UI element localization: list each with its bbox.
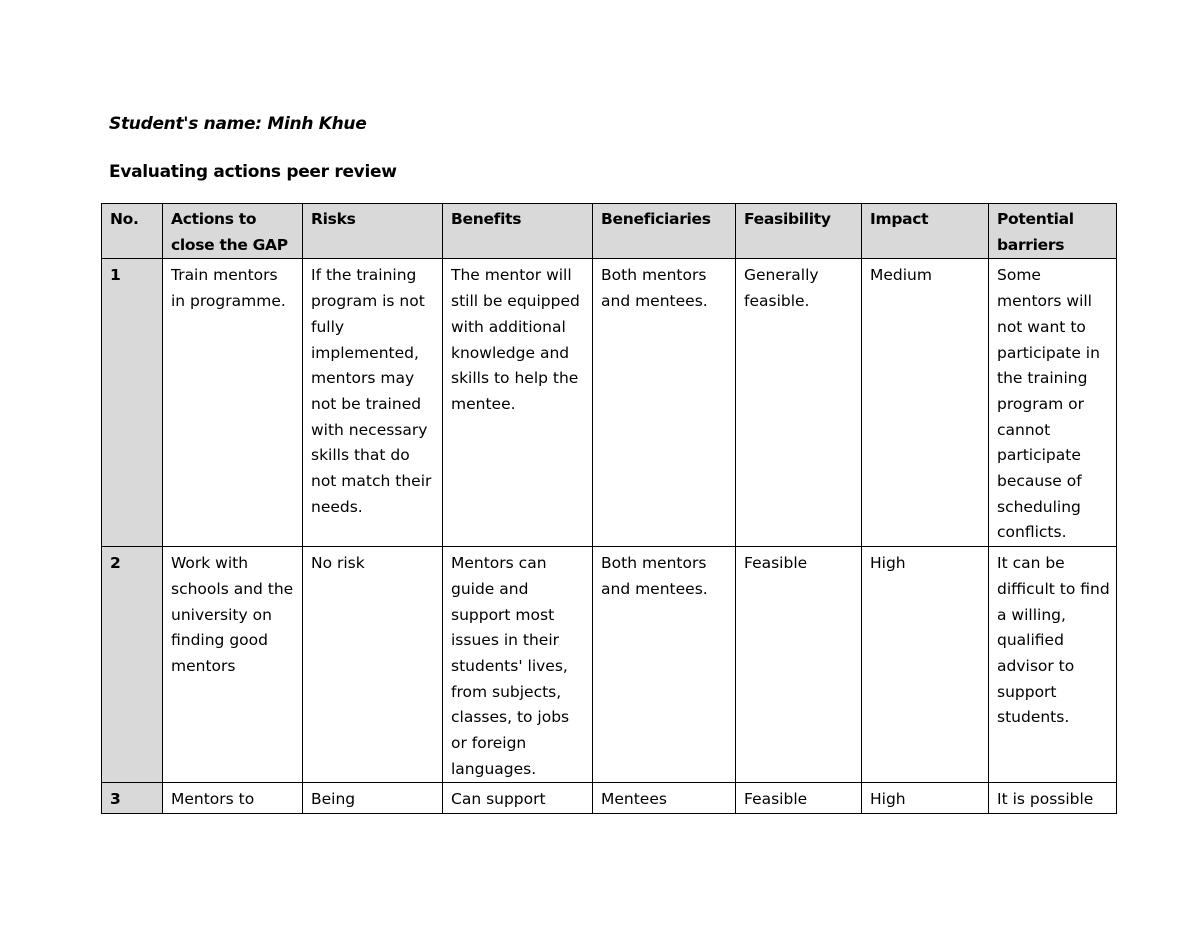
table-row: [102, 783, 1117, 814]
table-row: [102, 547, 1117, 783]
student-name: Student's name: Minh Khue: [109, 114, 367, 134]
cell-impact: High: [862, 783, 989, 814]
cell-no: 1: [102, 259, 163, 547]
cell-feasibility: Feasible: [736, 547, 862, 783]
cell-feasibility: Feasible: [736, 783, 862, 814]
cell-risks: Being: [303, 783, 443, 814]
cell-no: 2: [102, 547, 163, 783]
cell-risks: No risk: [303, 547, 443, 783]
header-beneficiaries: Beneficiaries: [593, 204, 736, 259]
cell-barriers: It can be difficult to find a willing, qualified advisor to support students.: [989, 547, 1117, 783]
header-risks: Risks: [303, 204, 443, 259]
cell-barriers: It is possible: [989, 783, 1117, 814]
header-impact: Impact: [862, 204, 989, 259]
cell-action: Mentors to: [163, 783, 303, 814]
header-feasibility: Feasibility: [736, 204, 862, 259]
cell-risks: If the training program is not fully implemented, mentors may not be trained with necessary skills that do not match their needs.: [303, 259, 443, 547]
table-row: [102, 259, 1117, 547]
cell-benefits: The mentor will still be equipped with additional knowledge and skills to help the mentee.: [443, 259, 593, 547]
table-header-row: [102, 204, 1117, 259]
header-no: No.: [102, 204, 163, 259]
cell-no: 3: [102, 783, 163, 814]
cell-beneficiaries: Mentees: [593, 783, 736, 814]
cell-impact: Medium: [862, 259, 989, 547]
header-barriers: Potential barriers: [989, 204, 1117, 259]
cell-beneficiaries: Both mentors and mentees.: [593, 547, 736, 783]
header-benefits: Benefits: [443, 204, 593, 259]
cell-action: Train mentors in programme.: [163, 259, 303, 547]
document-title: Evaluating actions peer review: [109, 162, 397, 182]
cell-action: Work with schools and the university on finding good mentors: [163, 547, 303, 783]
cell-benefits: Mentors can guide and support most issues in their students' lives, from subjects, classes, to jobs or foreign languages.: [443, 547, 593, 783]
header-actions: Actions to close the GAP: [163, 204, 303, 259]
cell-beneficiaries: Both mentors and mentees.: [593, 259, 736, 547]
cell-benefits: Can support: [443, 783, 593, 814]
cell-feasibility: Generally feasible.: [736, 259, 862, 547]
cell-barriers: Some mentors will not want to participate in the training program or cannot participate because of scheduling conflicts.: [989, 259, 1117, 547]
peer-review-table: [101, 203, 1117, 814]
cell-impact: High: [862, 547, 989, 783]
